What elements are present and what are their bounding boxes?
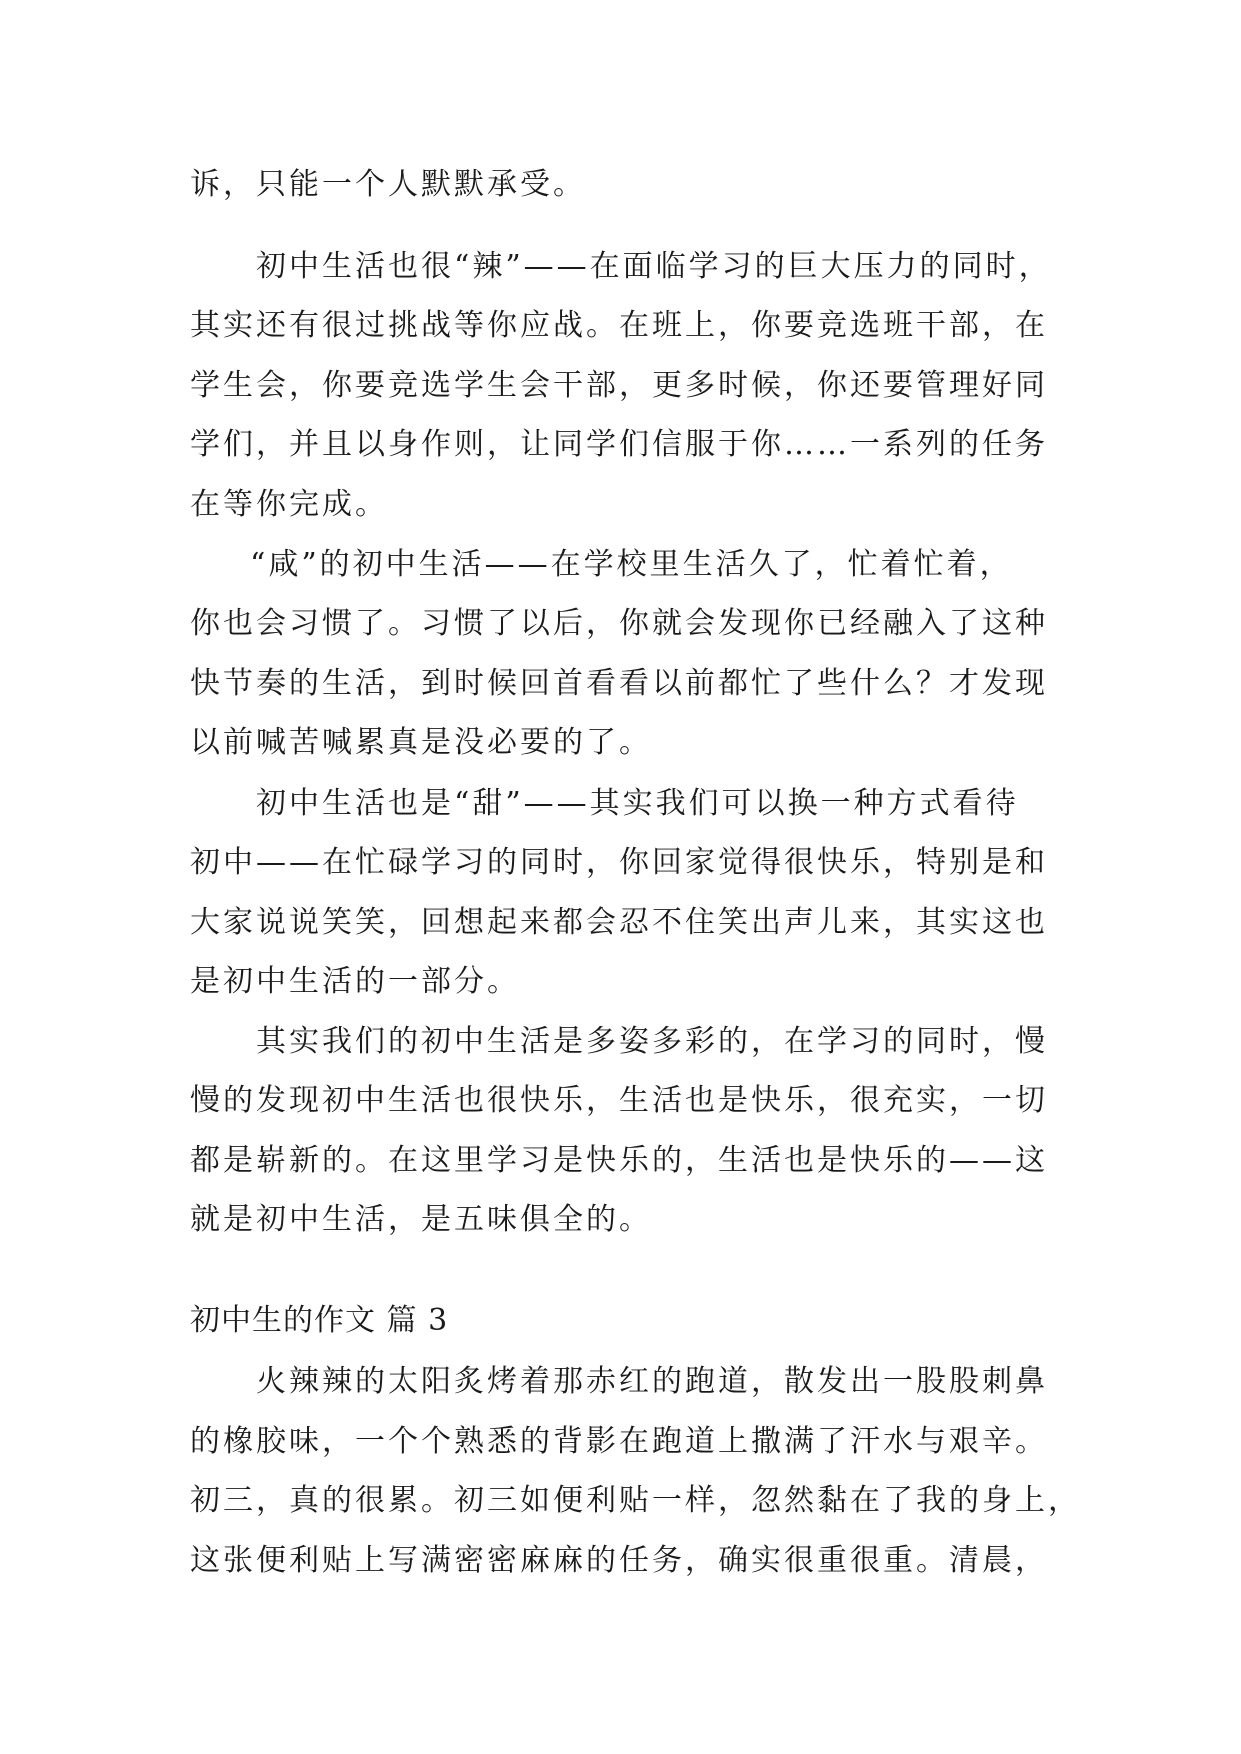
paragraph-start-line: “咸”的初中生活——在学校里生活久了，忙着忙着， bbox=[250, 547, 1013, 582]
text-line: 快节奏的生活，到时候回首看看以前都忙了些什么？才发现 bbox=[190, 666, 1048, 701]
section-heading: 初中生的作文 篇 3 bbox=[190, 1303, 449, 1338]
text-line: 是初中生活的一部分。 bbox=[190, 964, 520, 999]
text-line: 学们，并且以身作则，让同学们信服于你……一系列的任务 bbox=[190, 427, 1048, 462]
paragraph-start-line: 初中生活也很“辣”——在面临学习的巨大压力的同时， bbox=[256, 249, 1052, 284]
text-line: 以前喊苦喊累真是没必要的了。 bbox=[190, 725, 652, 760]
paragraph-start-line: 其实我们的初中生活是多姿多彩的，在学习的同时，慢 bbox=[256, 1024, 1048, 1059]
text-line: 初三，真的很累。初三如便利贴一样，忽然黏在了我的身上， bbox=[190, 1483, 1081, 1518]
text-line: 都是崭新的。在这里学习是快乐的，生活也是快乐的——这 bbox=[190, 1143, 1048, 1178]
text-line: 的橡胶味，一个个熟悉的背影在跑道上撒满了汗水与艰辛。 bbox=[190, 1424, 1048, 1459]
text-line: 诉，只能一个人默默承受。 bbox=[190, 167, 586, 202]
text-line: 这张便利贴上写满密密麻麻的任务，确实很重很重。清晨， bbox=[190, 1543, 1048, 1578]
text-line: 就是初中生活，是五味俱全的。 bbox=[190, 1202, 652, 1237]
paragraph-start-line: 火辣辣的太阳炙烤着那赤红的跑道，散发出一股股刺鼻 bbox=[256, 1364, 1048, 1399]
text-line: 慢的发现初中生活也很快乐，生活也是快乐，很充实，一切 bbox=[190, 1083, 1048, 1118]
text-line: 大家说说笑笑，回想起来都会忍不住笑出声儿来，其实这也 bbox=[190, 905, 1048, 940]
text-line: 学生会，你要竞选学生会干部，更多时候，你还要管理好同 bbox=[190, 368, 1048, 403]
text-line: 在等你完成。 bbox=[190, 487, 388, 522]
paragraph-start-line: 初中生活也是“甜”——其实我们可以换一种方式看待 bbox=[256, 786, 1019, 821]
text-line: 你也会习惯了。习惯了以后，你就会发现你已经融入了这种 bbox=[190, 606, 1048, 641]
text-line: 其实还有很过挑战等你应战。在班上，你要竞选班干部，在 bbox=[190, 308, 1048, 343]
text-line: 初中——在忙碌学习的同时，你回家觉得很快乐，特别是和 bbox=[190, 845, 1048, 880]
